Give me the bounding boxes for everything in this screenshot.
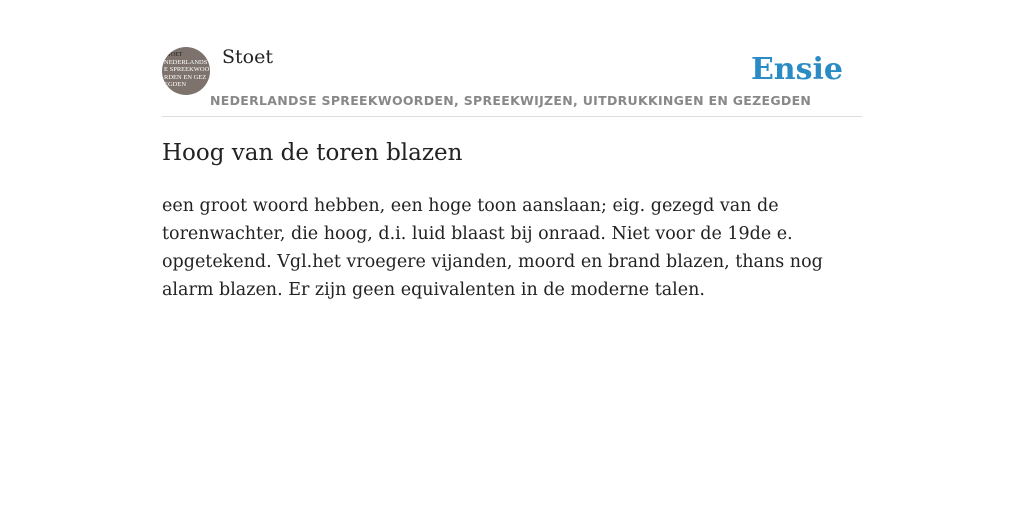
page-title: Hoog van de toren blazen [162,140,463,166]
definition-text: een groot woord hebben, een hoge toon aanslaan; eig. gezegd van de torenwachter, die hoog, d.i. luid blaast bij onraad. Niet voor de 19de e. opgetekend. Vgl.het vroegere vijanden, moord en brand blazen, thans nog alarm blazen. Er zijn geen equivalenten in de moderne talen. [162,196,823,300]
avatar-book-cover [164,52,210,88]
author-name[interactable]: Stoet [222,46,273,68]
header [162,40,862,117]
avatar[interactable] [162,47,210,95]
avatar-cover-author: STOET [164,52,183,58]
avatar-cover-title: NEDERLANDSE SPREEKWOORDEN EN GEZEGDEN [164,59,210,88]
brand-logo[interactable]: Ensie [750,52,843,87]
source-subtitle[interactable]: NEDERLANDSE SPREEKWOORDEN, SPREEKWIJZEN, UITDRUKKINGEN EN GEZEGDEN [210,93,812,108]
